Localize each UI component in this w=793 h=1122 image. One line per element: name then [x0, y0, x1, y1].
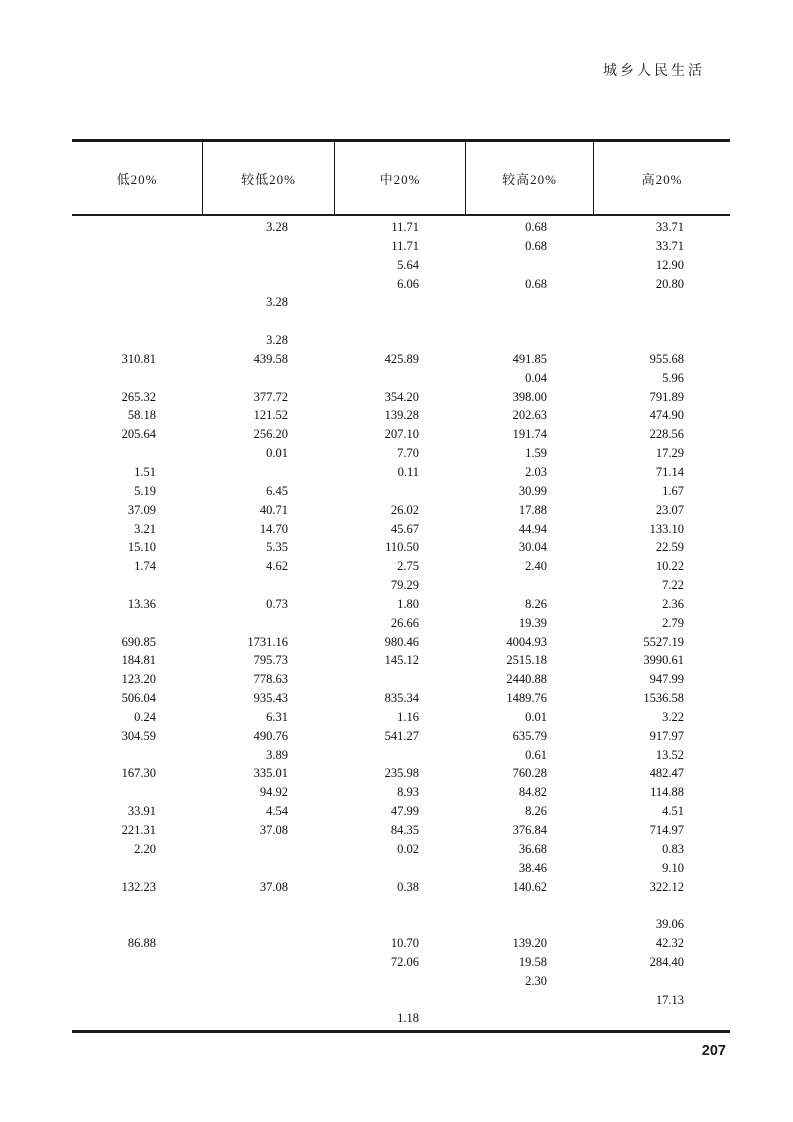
table-cell: 3990.61 [643, 653, 684, 668]
table-cell: 19.58 [518, 954, 547, 969]
table-cell: 439.58 [253, 351, 288, 366]
table-cell [334, 670, 465, 689]
table-cell: 7.22 [662, 578, 684, 593]
table-cell: 71.14 [655, 464, 684, 479]
table-cell: 3.28 [266, 295, 288, 310]
table-cell: 58.18 [127, 408, 156, 423]
table-cell [334, 991, 465, 1010]
table-cell: 86.88 [127, 936, 156, 951]
table-row [72, 576, 730, 595]
table-cell [334, 896, 465, 915]
table-cell: 23.07 [655, 502, 684, 517]
table-cell: 38.46 [518, 860, 547, 875]
table-cell: 1.16 [397, 709, 419, 724]
table-cell: 376.84 [512, 823, 547, 837]
table-cell: 3.21 [134, 521, 156, 536]
table-cell [465, 1009, 593, 1028]
table-cell: 4.62 [266, 559, 288, 574]
table-cell: 14.70 [259, 521, 288, 536]
table-cell: 33.71 [655, 220, 684, 234]
table-cell [465, 576, 593, 595]
table-cell: 1.67 [662, 483, 684, 498]
table-cell [593, 331, 730, 350]
table-cell [334, 312, 465, 331]
table-cell: 228.56 [649, 427, 684, 442]
table-cell: 0.24 [134, 709, 156, 724]
table-cell: 133.10 [649, 521, 684, 536]
table-row [72, 331, 730, 350]
table-cell: 4004.93 [506, 634, 547, 649]
table-row [72, 821, 730, 840]
table-cell: 491.85 [512, 351, 547, 366]
table-cell: 778.63 [253, 672, 288, 687]
table-cell: 10.22 [655, 559, 684, 574]
table-row [72, 444, 730, 463]
table-cell: 490.76 [253, 728, 288, 743]
table-cell: 0.61 [525, 747, 547, 762]
table-cell [72, 953, 202, 972]
table-cell: 139.28 [384, 408, 419, 423]
table-cell: 10.70 [390, 936, 419, 951]
table-cell: 1.80 [397, 596, 419, 611]
table-cell: 0.04 [525, 370, 547, 385]
table-cell [72, 275, 202, 294]
table-cell: 506.04 [121, 691, 156, 706]
table-cell: 398.00 [512, 389, 547, 404]
table-cell [593, 896, 730, 915]
table-row [72, 237, 730, 256]
table-cell: 0.68 [525, 276, 547, 291]
page-number: 207 [701, 1043, 726, 1059]
table-cell: 20.80 [655, 276, 684, 291]
table-cell: 0.01 [525, 709, 547, 724]
table-cell: 114.88 [650, 785, 684, 800]
table-cell: 760.28 [512, 766, 547, 781]
table-cell: 42.32 [655, 936, 684, 951]
table-cell: 791.89 [649, 389, 684, 404]
table-cell: 795.73 [253, 653, 288, 668]
table-cell: 482.47 [649, 766, 684, 781]
table-row [72, 878, 730, 897]
table-cell: 1.59 [525, 446, 547, 461]
table-row [72, 388, 730, 407]
table-cell: 835.34 [384, 691, 419, 706]
table-cell: 1489.76 [506, 691, 547, 706]
table-cell [465, 331, 593, 350]
table-cell: 37.09 [127, 502, 156, 517]
table-cell [72, 576, 202, 595]
table-row [72, 896, 730, 915]
table-cell: 5.64 [397, 257, 419, 272]
table-cell: 2.03 [525, 464, 547, 479]
table-cell: 980.46 [384, 634, 419, 649]
table-cell [465, 256, 593, 275]
table-cell: 1.18 [397, 1011, 419, 1026]
table-row [72, 406, 730, 425]
table-cell: 12.90 [655, 257, 684, 272]
table-cell [593, 972, 730, 991]
table-cell: 0.68 [525, 220, 547, 234]
table-cell: 714.97 [649, 823, 684, 837]
table-cell [202, 463, 334, 482]
table-row [72, 633, 730, 652]
table-cell: 935.43 [253, 691, 288, 706]
table-cell [72, 256, 202, 275]
table-cell [334, 293, 465, 312]
table-cell: 13.52 [655, 747, 684, 762]
table-cell: 79.29 [390, 578, 419, 593]
table-cell [72, 746, 202, 765]
table-cell: 256.20 [253, 427, 288, 442]
table-cell: 9.10 [662, 860, 684, 875]
table-cell [465, 293, 593, 312]
table-row [72, 746, 730, 765]
table-cell: 17.88 [518, 502, 547, 517]
table-cell: 4.54 [266, 804, 288, 819]
table-row [72, 425, 730, 444]
table-cell [72, 896, 202, 915]
table-body [72, 216, 730, 1033]
table-cell: 123.20 [121, 672, 156, 687]
table-cell [593, 1009, 730, 1028]
table-cell: 541.27 [384, 728, 419, 743]
table-cell: 140.62 [512, 879, 547, 894]
table-row [72, 934, 730, 953]
table-cell: 377.72 [253, 389, 288, 404]
table-cell: 474.90 [649, 408, 684, 423]
table-cell [72, 218, 202, 237]
table-cell: 304.59 [121, 728, 156, 743]
table-cell [465, 896, 593, 915]
table-cell [72, 331, 202, 350]
table-cell: 15.10 [127, 540, 156, 555]
table-cell [202, 991, 334, 1010]
table-cell [334, 331, 465, 350]
table-cell: 11.71 [391, 220, 419, 234]
table-cell: 8.93 [397, 785, 419, 800]
table-cell: 6.45 [266, 483, 288, 498]
table-cell: 17.13 [655, 992, 684, 1007]
table-cell: 2.36 [662, 596, 684, 611]
table-cell [465, 312, 593, 331]
table-cell: 635.79 [512, 728, 547, 743]
table-cell: 26.66 [390, 615, 419, 630]
column-header-high20: 高20% [593, 142, 730, 214]
table-cell: 37.08 [259, 879, 288, 894]
table-cell: 184.81 [121, 653, 156, 668]
table-cell: 265.32 [121, 389, 156, 404]
column-header-lower-mid20: 较低20% [202, 142, 334, 214]
table-cell [72, 237, 202, 256]
table-cell: 221.31 [121, 823, 156, 837]
table-cell: 39.06 [655, 917, 684, 932]
table-cell: 2515.18 [506, 653, 547, 668]
table-cell: 0.73 [266, 596, 288, 611]
table-row [72, 312, 730, 331]
table-cell: 110.50 [385, 540, 419, 555]
table-cell: 36.68 [518, 841, 547, 856]
table-cell: 425.89 [384, 351, 419, 366]
table-cell [593, 312, 730, 331]
table-cell [72, 859, 202, 878]
table-cell: 0.02 [397, 841, 419, 856]
table-cell [202, 972, 334, 991]
table-cell: 5.35 [266, 540, 288, 555]
table-cell: 3.28 [266, 220, 288, 234]
table-cell: 37.08 [259, 823, 288, 837]
table-row [72, 708, 730, 727]
table-cell: 22.59 [655, 540, 684, 555]
table-row [72, 840, 730, 859]
table-cell: 3.89 [266, 747, 288, 762]
table-cell: 205.64 [121, 427, 156, 442]
table-row [72, 501, 730, 520]
table-row [72, 520, 730, 539]
table-cell: 132.23 [121, 879, 156, 894]
table-cell: 917.97 [649, 728, 684, 743]
table-cell: 1.74 [134, 559, 156, 574]
table-cell [465, 991, 593, 1010]
table-cell [202, 275, 334, 294]
table-cell: 2.40 [525, 559, 547, 574]
table-cell: 0.11 [397, 464, 419, 479]
table-cell: 6.06 [397, 276, 419, 291]
table-row [72, 482, 730, 501]
table-cell [202, 953, 334, 972]
column-header-upper-mid20: 较高20% [465, 142, 593, 214]
table-cell [202, 576, 334, 595]
table-row [72, 293, 730, 312]
table-cell: 8.26 [525, 596, 547, 611]
table-cell: 1731.16 [247, 634, 288, 649]
table-row [72, 764, 730, 783]
table-cell [202, 934, 334, 953]
table-cell: 3.22 [662, 709, 684, 724]
table-cell: 0.01 [266, 446, 288, 461]
table-cell: 207.10 [384, 427, 419, 442]
table-row [72, 953, 730, 972]
table-cell: 139.20 [512, 936, 547, 951]
table-cell: 322.12 [649, 879, 684, 894]
table-cell [72, 1009, 202, 1028]
table-cell: 690.85 [121, 634, 156, 649]
table-cell [72, 293, 202, 312]
table-cell: 19.39 [518, 615, 547, 630]
table-cell: 26.02 [390, 502, 419, 517]
table-cell [334, 972, 465, 991]
column-header-low20: 低20% [116, 171, 158, 187]
table-cell: 30.99 [518, 483, 547, 498]
table-cell [72, 614, 202, 633]
table-cell [202, 256, 334, 275]
table-cell: 8.26 [525, 804, 547, 819]
table-cell: 94.92 [259, 785, 288, 800]
table-cell [202, 369, 334, 388]
table-cell: 167.30 [121, 766, 156, 781]
table-header-row [72, 139, 730, 216]
table-cell [202, 859, 334, 878]
table-row [72, 614, 730, 633]
table-row [72, 595, 730, 614]
table-row [72, 557, 730, 576]
table-row [72, 538, 730, 557]
table-row [72, 256, 730, 275]
table-cell: 5.19 [134, 483, 156, 498]
table-cell: 33.71 [655, 238, 684, 253]
table-row [72, 727, 730, 746]
column-header-mid20: 中20% [334, 142, 465, 214]
table-row [72, 670, 730, 689]
table-row [72, 369, 730, 388]
table-row [72, 689, 730, 708]
table-cell: 145.12 [384, 653, 419, 668]
table-cell [72, 783, 202, 802]
table-cell: 2.20 [134, 841, 156, 856]
table-cell: 2440.88 [506, 672, 547, 687]
table-cell: 202.63 [512, 408, 547, 423]
table-cell: 84.35 [390, 823, 419, 837]
table-cell: 121.52 [253, 408, 288, 423]
table-cell [72, 369, 202, 388]
table-row [72, 802, 730, 821]
table-row [72, 350, 730, 369]
table-cell [72, 991, 202, 1010]
table-row [72, 463, 730, 482]
table-cell [334, 746, 465, 765]
table-row [72, 991, 730, 1010]
table-cell [72, 312, 202, 331]
table-cell [202, 1009, 334, 1028]
table-row [72, 1009, 730, 1028]
table-cell: 11.71 [391, 238, 419, 253]
table-cell: 40.71 [259, 502, 288, 517]
table-cell: 5.96 [662, 370, 684, 385]
table-cell [202, 915, 334, 934]
table-row [72, 275, 730, 294]
table-cell: 2.79 [662, 615, 684, 630]
table-cell: 0.38 [397, 879, 419, 894]
table-cell: 284.40 [649, 954, 684, 969]
table-row [72, 859, 730, 878]
table-cell: 955.68 [649, 351, 684, 366]
table-cell: 33.91 [127, 804, 156, 819]
table-cell: 47.99 [390, 804, 419, 819]
table-cell [334, 482, 465, 501]
table-cell: 17.29 [655, 446, 684, 461]
table-cell: 13.36 [127, 596, 156, 611]
table-cell: 2.75 [397, 559, 419, 574]
table-cell [202, 896, 334, 915]
table-cell: 354.20 [384, 389, 419, 404]
table-cell: 1536.58 [643, 691, 684, 706]
table-cell [72, 444, 202, 463]
table-cell: 0.83 [662, 841, 684, 856]
table-cell [593, 293, 730, 312]
table-cell [72, 972, 202, 991]
table-row [72, 915, 730, 934]
table-cell [334, 369, 465, 388]
table-cell [202, 312, 334, 331]
table-cell: 44.94 [518, 521, 547, 536]
statistics-table [72, 139, 730, 1033]
chapter-title: 城乡人民生活 [603, 64, 705, 79]
table-cell [202, 840, 334, 859]
table-row [72, 651, 730, 670]
table-cell: 5527.19 [643, 634, 684, 649]
table-cell: 84.82 [518, 785, 547, 800]
table-cell: 7.70 [397, 446, 419, 461]
table-cell [202, 237, 334, 256]
table-row [72, 783, 730, 802]
table-cell [72, 915, 202, 934]
table-cell [202, 614, 334, 633]
table-cell: 1.51 [134, 464, 156, 479]
table-cell: 4.51 [662, 804, 684, 819]
table-cell: 72.06 [390, 954, 419, 969]
table-cell [334, 915, 465, 934]
table-cell: 0.68 [525, 238, 547, 253]
table-cell: 30.04 [518, 540, 547, 555]
table-cell [334, 859, 465, 878]
table-cell: 235.98 [384, 766, 419, 781]
table-row [72, 218, 730, 237]
table-cell: 191.74 [512, 427, 547, 442]
table-cell: 6.31 [266, 709, 288, 724]
table-cell: 947.99 [649, 672, 684, 687]
table-cell: 310.81 [121, 351, 156, 366]
table-row [72, 972, 730, 991]
table-cell [465, 915, 593, 934]
table-cell: 45.67 [390, 521, 419, 536]
table-cell: 335.01 [253, 766, 288, 781]
table-cell: 3.28 [266, 333, 288, 348]
table-cell: 2.30 [525, 973, 547, 988]
